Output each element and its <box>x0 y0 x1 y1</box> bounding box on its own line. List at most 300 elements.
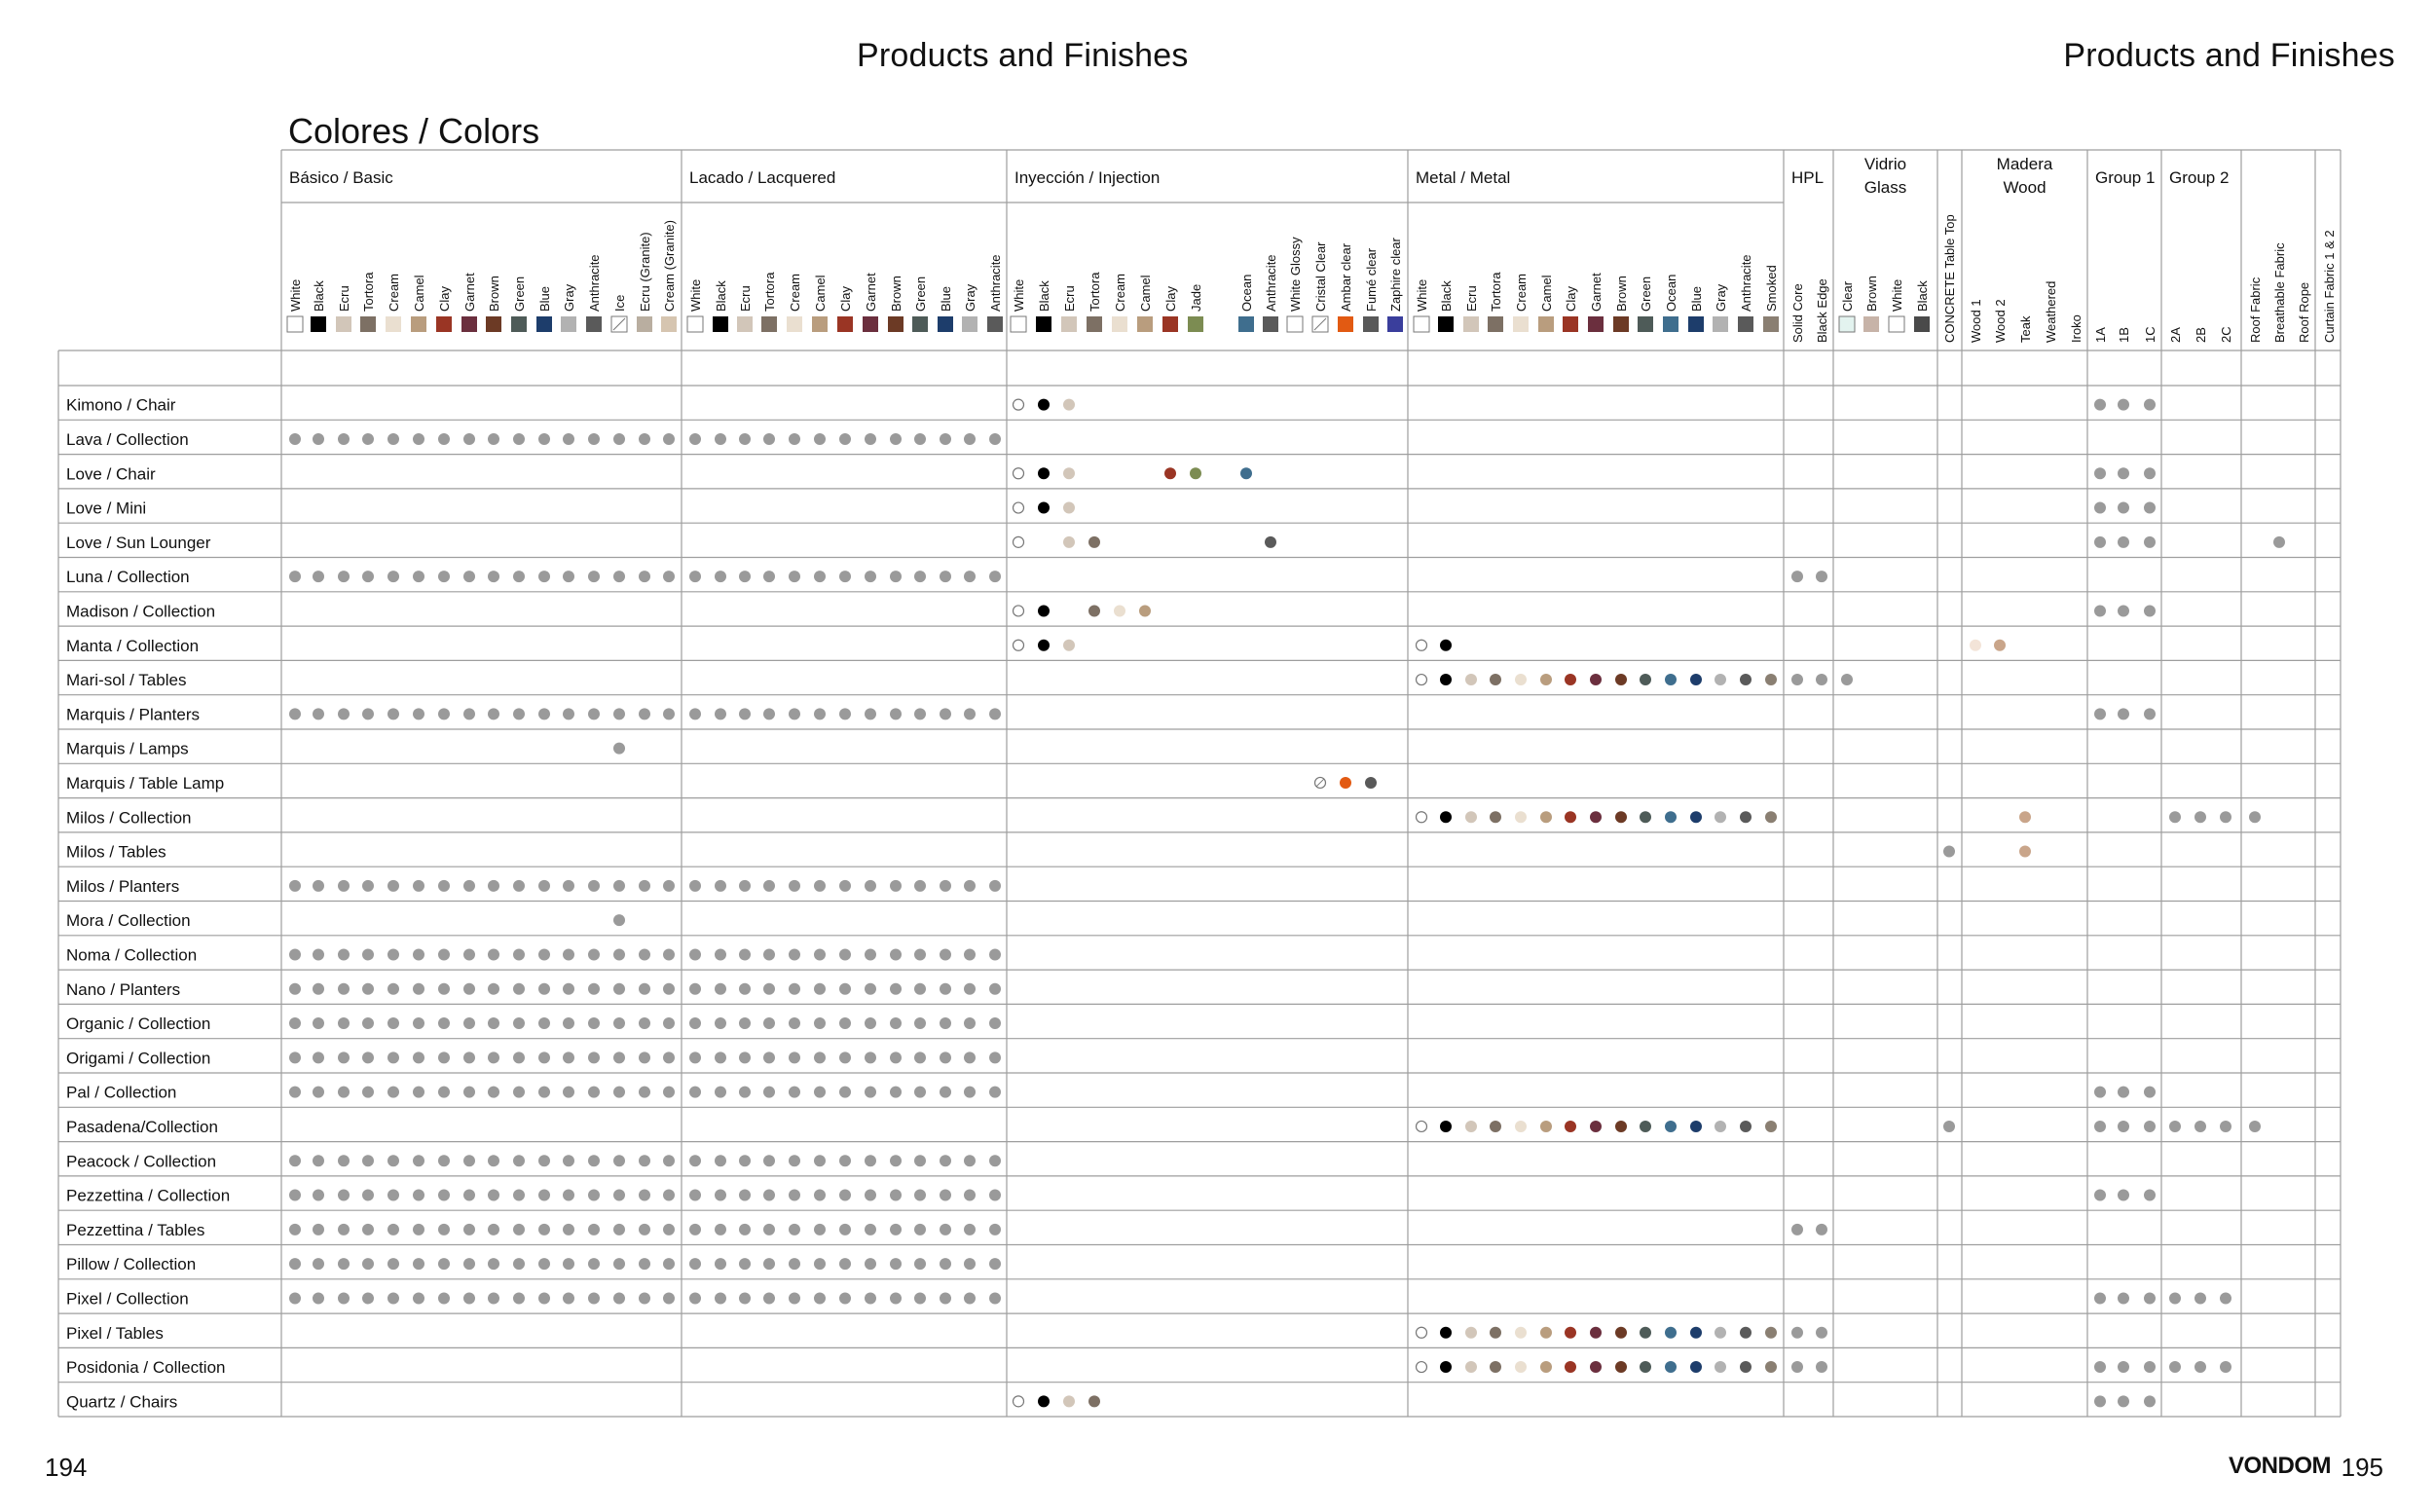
finish-dot <box>563 948 574 960</box>
finish-dot <box>2249 1121 2261 1132</box>
finish-dot <box>940 571 951 582</box>
finish-dot <box>890 1017 902 1029</box>
finish-dot <box>2094 1190 2106 1201</box>
finish-dot <box>362 1224 374 1235</box>
page-number-right: 195 <box>2341 1453 2383 1482</box>
finish-dot <box>1791 571 1803 582</box>
finish-dot <box>387 1258 399 1270</box>
finish-dot <box>338 880 350 892</box>
finish-dot <box>914 1155 926 1166</box>
finish-dot <box>513 1292 525 1304</box>
column-label: 1B <box>2117 327 2131 343</box>
finish-dot <box>313 1292 324 1304</box>
finish-dot <box>1088 1395 1100 1407</box>
finish-dot <box>2118 399 2129 411</box>
finish-dot <box>1791 1361 1803 1373</box>
finish-dot <box>313 1190 324 1201</box>
column-label: 2A <box>2168 327 2183 343</box>
product-name: Milos / Tables <box>66 842 166 862</box>
finish-dot <box>2094 1121 2106 1132</box>
finish-dot <box>739 1051 751 1063</box>
column-label: Black <box>1439 280 1454 312</box>
finish-dot <box>2220 1292 2231 1304</box>
color-swatch <box>737 316 753 332</box>
finish-dot <box>715 1258 726 1270</box>
finish-dot <box>289 983 301 995</box>
finish-dot <box>814 948 826 960</box>
finish-dot <box>639 983 650 995</box>
column-label: Anthracite <box>1264 254 1278 312</box>
finish-dot <box>1615 674 1627 685</box>
finish-dot <box>613 948 625 960</box>
column-label: Ecru <box>1062 285 1077 312</box>
finish-dot <box>563 880 574 892</box>
finish-dot <box>789 1190 800 1201</box>
finish-dot <box>814 1155 826 1166</box>
finish-dot <box>940 983 951 995</box>
finish-dot <box>940 1051 951 1063</box>
product-name: Pixel / Tables <box>66 1323 164 1343</box>
finish-dot <box>1590 1121 1602 1132</box>
color-swatch <box>1263 316 1278 332</box>
finish-dot <box>2144 1395 2156 1407</box>
finish-dot <box>362 1155 374 1166</box>
finish-dot <box>438 880 450 892</box>
column-label: Black Edge <box>1815 278 1829 343</box>
finish-dot <box>914 1051 926 1063</box>
column-label: White <box>288 278 303 312</box>
finish-dot <box>463 433 475 445</box>
finish-dot <box>1740 1121 1752 1132</box>
finish-dot <box>538 983 550 995</box>
column-label: Cream <box>788 273 802 312</box>
finish-dot <box>313 880 324 892</box>
finish-dot <box>2144 467 2156 479</box>
column-label: Gray <box>1714 283 1728 312</box>
finish-dot <box>663 708 675 719</box>
finish-dot <box>289 571 301 582</box>
finish-dot <box>313 1017 324 1029</box>
column-label: Green <box>512 276 527 312</box>
finish-dot <box>387 880 399 892</box>
finish-dot <box>839 433 851 445</box>
finish-dot <box>1970 640 1981 651</box>
finish-dot <box>563 1258 574 1270</box>
finish-dot <box>989 1292 1001 1304</box>
finish-dot <box>940 948 951 960</box>
finish-dot <box>1440 811 1452 823</box>
finish-dot <box>1765 1327 1777 1339</box>
finish-dot <box>563 1292 574 1304</box>
finish-dot <box>763 1017 775 1029</box>
finish-dot <box>1816 1361 1827 1373</box>
finish-dot <box>613 1051 625 1063</box>
color-swatch <box>837 316 853 332</box>
finish-dot <box>289 1051 301 1063</box>
finish-dot <box>1765 1121 1777 1132</box>
finish-dot <box>1063 467 1075 479</box>
finish-dot <box>890 1087 902 1098</box>
finish-dot <box>989 433 1001 445</box>
finish-dot <box>839 1017 851 1029</box>
column-label: Cream <box>1514 273 1529 312</box>
finish-dot <box>289 1087 301 1098</box>
finish-dot <box>663 433 675 445</box>
finish-dot <box>639 571 650 582</box>
finish-dot <box>2144 502 2156 514</box>
group-name: HPL <box>1791 168 1825 187</box>
finish-dot <box>1590 811 1602 823</box>
finish-dot <box>387 948 399 960</box>
finish-dot <box>940 1258 951 1270</box>
color-swatch <box>863 316 878 332</box>
finish-dot <box>814 1051 826 1063</box>
finish-dot <box>639 1190 650 1201</box>
finish-dot <box>613 1155 625 1166</box>
column-label: Tortora <box>762 272 777 312</box>
finish-dot <box>689 1258 701 1270</box>
finish-dot <box>1665 811 1677 823</box>
column-label: Wood 1 <box>1969 299 1983 343</box>
finish-dot <box>413 1155 424 1166</box>
column-label: Clay <box>838 285 853 312</box>
finish-dot <box>964 1292 976 1304</box>
column-label: Camel <box>813 275 828 312</box>
finish-dot <box>488 1051 499 1063</box>
finish-dot <box>989 983 1001 995</box>
column-label: Ecru <box>337 285 351 312</box>
color-swatch <box>787 316 802 332</box>
finish-dot <box>338 433 350 445</box>
finish-dot <box>739 1087 751 1098</box>
finish-dot <box>663 983 675 995</box>
finish-dot <box>413 1051 424 1063</box>
product-name: Milos / Planters <box>66 876 180 896</box>
finish-dot <box>739 571 751 582</box>
finish-dot <box>739 1190 751 1201</box>
finish-dot <box>1690 1327 1702 1339</box>
finish-dot <box>2118 605 2129 616</box>
color-swatch <box>1287 316 1303 332</box>
finish-dot <box>289 1224 301 1235</box>
column-label: Roof Fabric <box>2248 277 2263 343</box>
product-name: Manta / Collection <box>66 636 200 655</box>
column-label: Brown <box>889 276 904 312</box>
finish-dot <box>463 1155 475 1166</box>
column-label: Clay <box>1564 285 1578 312</box>
finish-dot <box>362 708 374 719</box>
finish-dot <box>914 983 926 995</box>
column-label: Clay <box>1163 285 1178 312</box>
finish-dot <box>413 1087 424 1098</box>
finish-dot <box>438 948 450 960</box>
finish-dot <box>839 708 851 719</box>
finish-dot <box>964 1051 976 1063</box>
finish-dot <box>1490 674 1501 685</box>
column-label: White <box>1415 278 1429 312</box>
column-label: Black <box>1915 280 1930 312</box>
finish-dot <box>715 1155 726 1166</box>
finish-dot <box>2094 1361 2106 1373</box>
finish-dot <box>1490 1121 1501 1132</box>
finish-dot <box>814 983 826 995</box>
finish-dot <box>2118 708 2129 719</box>
finish-dot <box>1590 1327 1602 1339</box>
finish-dot <box>538 1292 550 1304</box>
finish-dot <box>2194 1361 2206 1373</box>
finish-dot <box>1665 1327 1677 1339</box>
finish-dot <box>1014 468 1024 479</box>
column-label: Breathable Fabric <box>2272 242 2287 343</box>
finish-dot <box>739 880 751 892</box>
group-name: Básico / Basic <box>289 168 393 187</box>
finish-dot <box>588 1224 600 1235</box>
finish-dot <box>689 1292 701 1304</box>
finish-dot <box>613 1258 625 1270</box>
finish-dot <box>438 1190 450 1201</box>
finish-dot <box>313 708 324 719</box>
finish-dot <box>763 1292 775 1304</box>
finish-dot <box>362 571 374 582</box>
finish-dot <box>789 433 800 445</box>
finish-dot <box>2094 1087 2106 1098</box>
finish-dot <box>338 1155 350 1166</box>
finish-dot <box>890 1051 902 1063</box>
finish-dot <box>789 1087 800 1098</box>
brand-logo: VONDOM <box>2229 1453 2331 1479</box>
finish-dot <box>413 1258 424 1270</box>
column-label: Gray <box>562 283 576 312</box>
finish-dot <box>362 983 374 995</box>
finish-dot <box>1515 1121 1527 1132</box>
finish-dot <box>1590 1361 1602 1373</box>
finish-dot <box>387 1224 399 1235</box>
finish-dot <box>438 1224 450 1235</box>
finish-dot <box>613 1190 625 1201</box>
finish-dot <box>438 571 450 582</box>
finish-dot <box>387 1087 399 1098</box>
finish-dot <box>2019 846 2031 858</box>
finish-dot <box>1440 674 1452 685</box>
finish-dot <box>463 1087 475 1098</box>
column-label: Black <box>312 280 326 312</box>
column-label: Green <box>1639 276 1653 312</box>
finish-dot <box>1765 811 1777 823</box>
color-swatch <box>1061 316 1077 332</box>
finish-dot <box>739 708 751 719</box>
finish-dot <box>715 1051 726 1063</box>
column-label: Green <box>913 276 928 312</box>
finish-dot <box>964 433 976 445</box>
finish-dot <box>413 983 424 995</box>
color-swatch <box>1112 316 1127 332</box>
finish-dot <box>2144 1087 2156 1098</box>
finish-dot <box>413 708 424 719</box>
finish-dot <box>613 880 625 892</box>
finish-dot <box>2118 502 2129 514</box>
product-name: Noma / Collection <box>66 945 198 965</box>
finish-dot <box>613 743 625 755</box>
finish-dot <box>715 983 726 995</box>
finish-dot <box>1994 640 2006 651</box>
column-label: Ecru <box>1464 285 1479 312</box>
finish-dot <box>865 948 876 960</box>
finish-dot <box>2118 1292 2129 1304</box>
product-name: Pixel / Collection <box>66 1289 189 1309</box>
finish-dot <box>715 1292 726 1304</box>
finish-dot <box>563 1155 574 1166</box>
finish-dot <box>763 880 775 892</box>
finish-dot <box>463 1292 475 1304</box>
finish-dot <box>313 1224 324 1235</box>
finish-dot <box>989 1087 1001 1098</box>
finish-dot <box>387 571 399 582</box>
product-name: Origami / Collection <box>66 1049 211 1068</box>
finish-dot <box>1063 502 1075 514</box>
finish-dot <box>1791 1224 1803 1235</box>
finish-dot <box>1417 1327 1427 1338</box>
finish-dot <box>588 1087 600 1098</box>
color-swatch <box>938 316 953 332</box>
color-swatch <box>761 316 777 332</box>
color-swatch <box>336 316 351 332</box>
finish-dot <box>989 948 1001 960</box>
finish-dot <box>789 571 800 582</box>
finish-dot <box>362 1051 374 1063</box>
column-label: Ocean <box>1664 274 1678 312</box>
finish-dot <box>387 983 399 995</box>
finish-dot <box>1490 1361 1501 1373</box>
column-label: 2B <box>2194 327 2208 343</box>
finish-dot <box>289 433 301 445</box>
finish-dot <box>1715 1327 1726 1339</box>
finish-dot <box>1490 811 1501 823</box>
finish-dot <box>488 433 499 445</box>
finish-dot <box>639 1051 650 1063</box>
finish-dot <box>2169 1292 2181 1304</box>
finish-dot <box>1565 1361 1576 1373</box>
finish-dot <box>563 1017 574 1029</box>
finish-dot <box>715 880 726 892</box>
finish-dot <box>689 1017 701 1029</box>
finish-dot <box>739 983 751 995</box>
page-number-left: 194 <box>45 1453 88 1482</box>
finish-dot <box>613 1292 625 1304</box>
column-label: Curtain Fabric 1 & 2 <box>2322 230 2337 343</box>
column-label: CONCRETE Table Top <box>1942 214 1957 343</box>
color-swatch <box>1137 316 1153 332</box>
finish-dot <box>387 708 399 719</box>
finish-dot <box>1417 812 1427 823</box>
finish-dot <box>865 1087 876 1098</box>
group-name: Madera <box>1996 155 2053 173</box>
finish-dot <box>1014 1396 1024 1407</box>
product-name: Pal / Collection <box>66 1083 177 1102</box>
finish-dot <box>289 880 301 892</box>
finish-dot <box>890 1224 902 1235</box>
column-label: Cream <box>387 273 401 312</box>
finish-dot <box>914 1292 926 1304</box>
color-swatch <box>1914 316 1930 332</box>
finish-dot <box>1715 674 1726 685</box>
column-label: Blue <box>939 285 953 312</box>
finish-dot <box>940 1087 951 1098</box>
finish-dot <box>1640 1327 1651 1339</box>
color-swatch <box>1588 316 1604 332</box>
finish-dot <box>814 571 826 582</box>
color-swatch <box>1863 316 1879 332</box>
column-label: Anthracite <box>988 254 1003 312</box>
column-label: Blue <box>1689 285 1704 312</box>
finish-dot <box>2094 708 2106 719</box>
finish-dot <box>513 1087 525 1098</box>
finish-dot <box>1190 467 1201 479</box>
group-name: Glass <box>1863 178 1907 197</box>
finish-dot <box>313 1087 324 1098</box>
finish-dot <box>488 1224 499 1235</box>
finish-dot <box>2118 1395 2129 1407</box>
finish-dot <box>1765 1361 1777 1373</box>
finish-dot <box>639 1155 650 1166</box>
finish-dot <box>940 1017 951 1029</box>
finish-dot <box>289 1017 301 1029</box>
finish-dot <box>1139 605 1151 616</box>
finish-dot <box>814 880 826 892</box>
column-label: Brown <box>1864 276 1879 312</box>
finish-dot <box>2144 1121 2156 1132</box>
section-title: Colores / Colors <box>288 111 540 151</box>
finish-dot <box>613 1017 625 1029</box>
finish-dot <box>2094 1292 2106 1304</box>
column-label: White <box>1890 278 1904 312</box>
finish-dot <box>914 948 926 960</box>
finish-dot <box>488 708 499 719</box>
finish-dot <box>789 880 800 892</box>
column-label: Ocean <box>1239 274 1254 312</box>
finish-dot <box>338 1224 350 1235</box>
finish-dot <box>890 708 902 719</box>
product-name: Marquis / Table Lamp <box>66 773 225 793</box>
color-swatch <box>1563 316 1578 332</box>
finish-dot <box>763 571 775 582</box>
column-label: Camel <box>1138 275 1153 312</box>
finish-dot <box>538 1224 550 1235</box>
finish-dot <box>814 1258 826 1270</box>
finish-dot <box>739 1155 751 1166</box>
finish-dot <box>463 708 475 719</box>
column-label: Fumé clear <box>1364 247 1379 312</box>
finish-dot <box>814 1292 826 1304</box>
color-swatch <box>1763 316 1779 332</box>
finish-dot <box>538 708 550 719</box>
group-name: Group 2 <box>2169 168 2230 187</box>
finish-dot <box>914 433 926 445</box>
color-swatch <box>1338 316 1353 332</box>
page-header-right: Products and Finishes <box>2063 37 2395 74</box>
product-name: Pezzettina / Collection <box>66 1186 231 1205</box>
finish-dot <box>964 1224 976 1235</box>
finish-dot <box>2169 1361 2181 1373</box>
finish-dot <box>964 1155 976 1166</box>
finish-dot <box>689 948 701 960</box>
finish-dot <box>362 433 374 445</box>
column-label: Brown <box>487 276 501 312</box>
finish-dot <box>387 1292 399 1304</box>
finish-dot <box>814 433 826 445</box>
finish-dot <box>1038 1395 1050 1407</box>
group-name: Wood <box>2003 178 2047 197</box>
product-name: Love / Chair <box>66 464 156 484</box>
